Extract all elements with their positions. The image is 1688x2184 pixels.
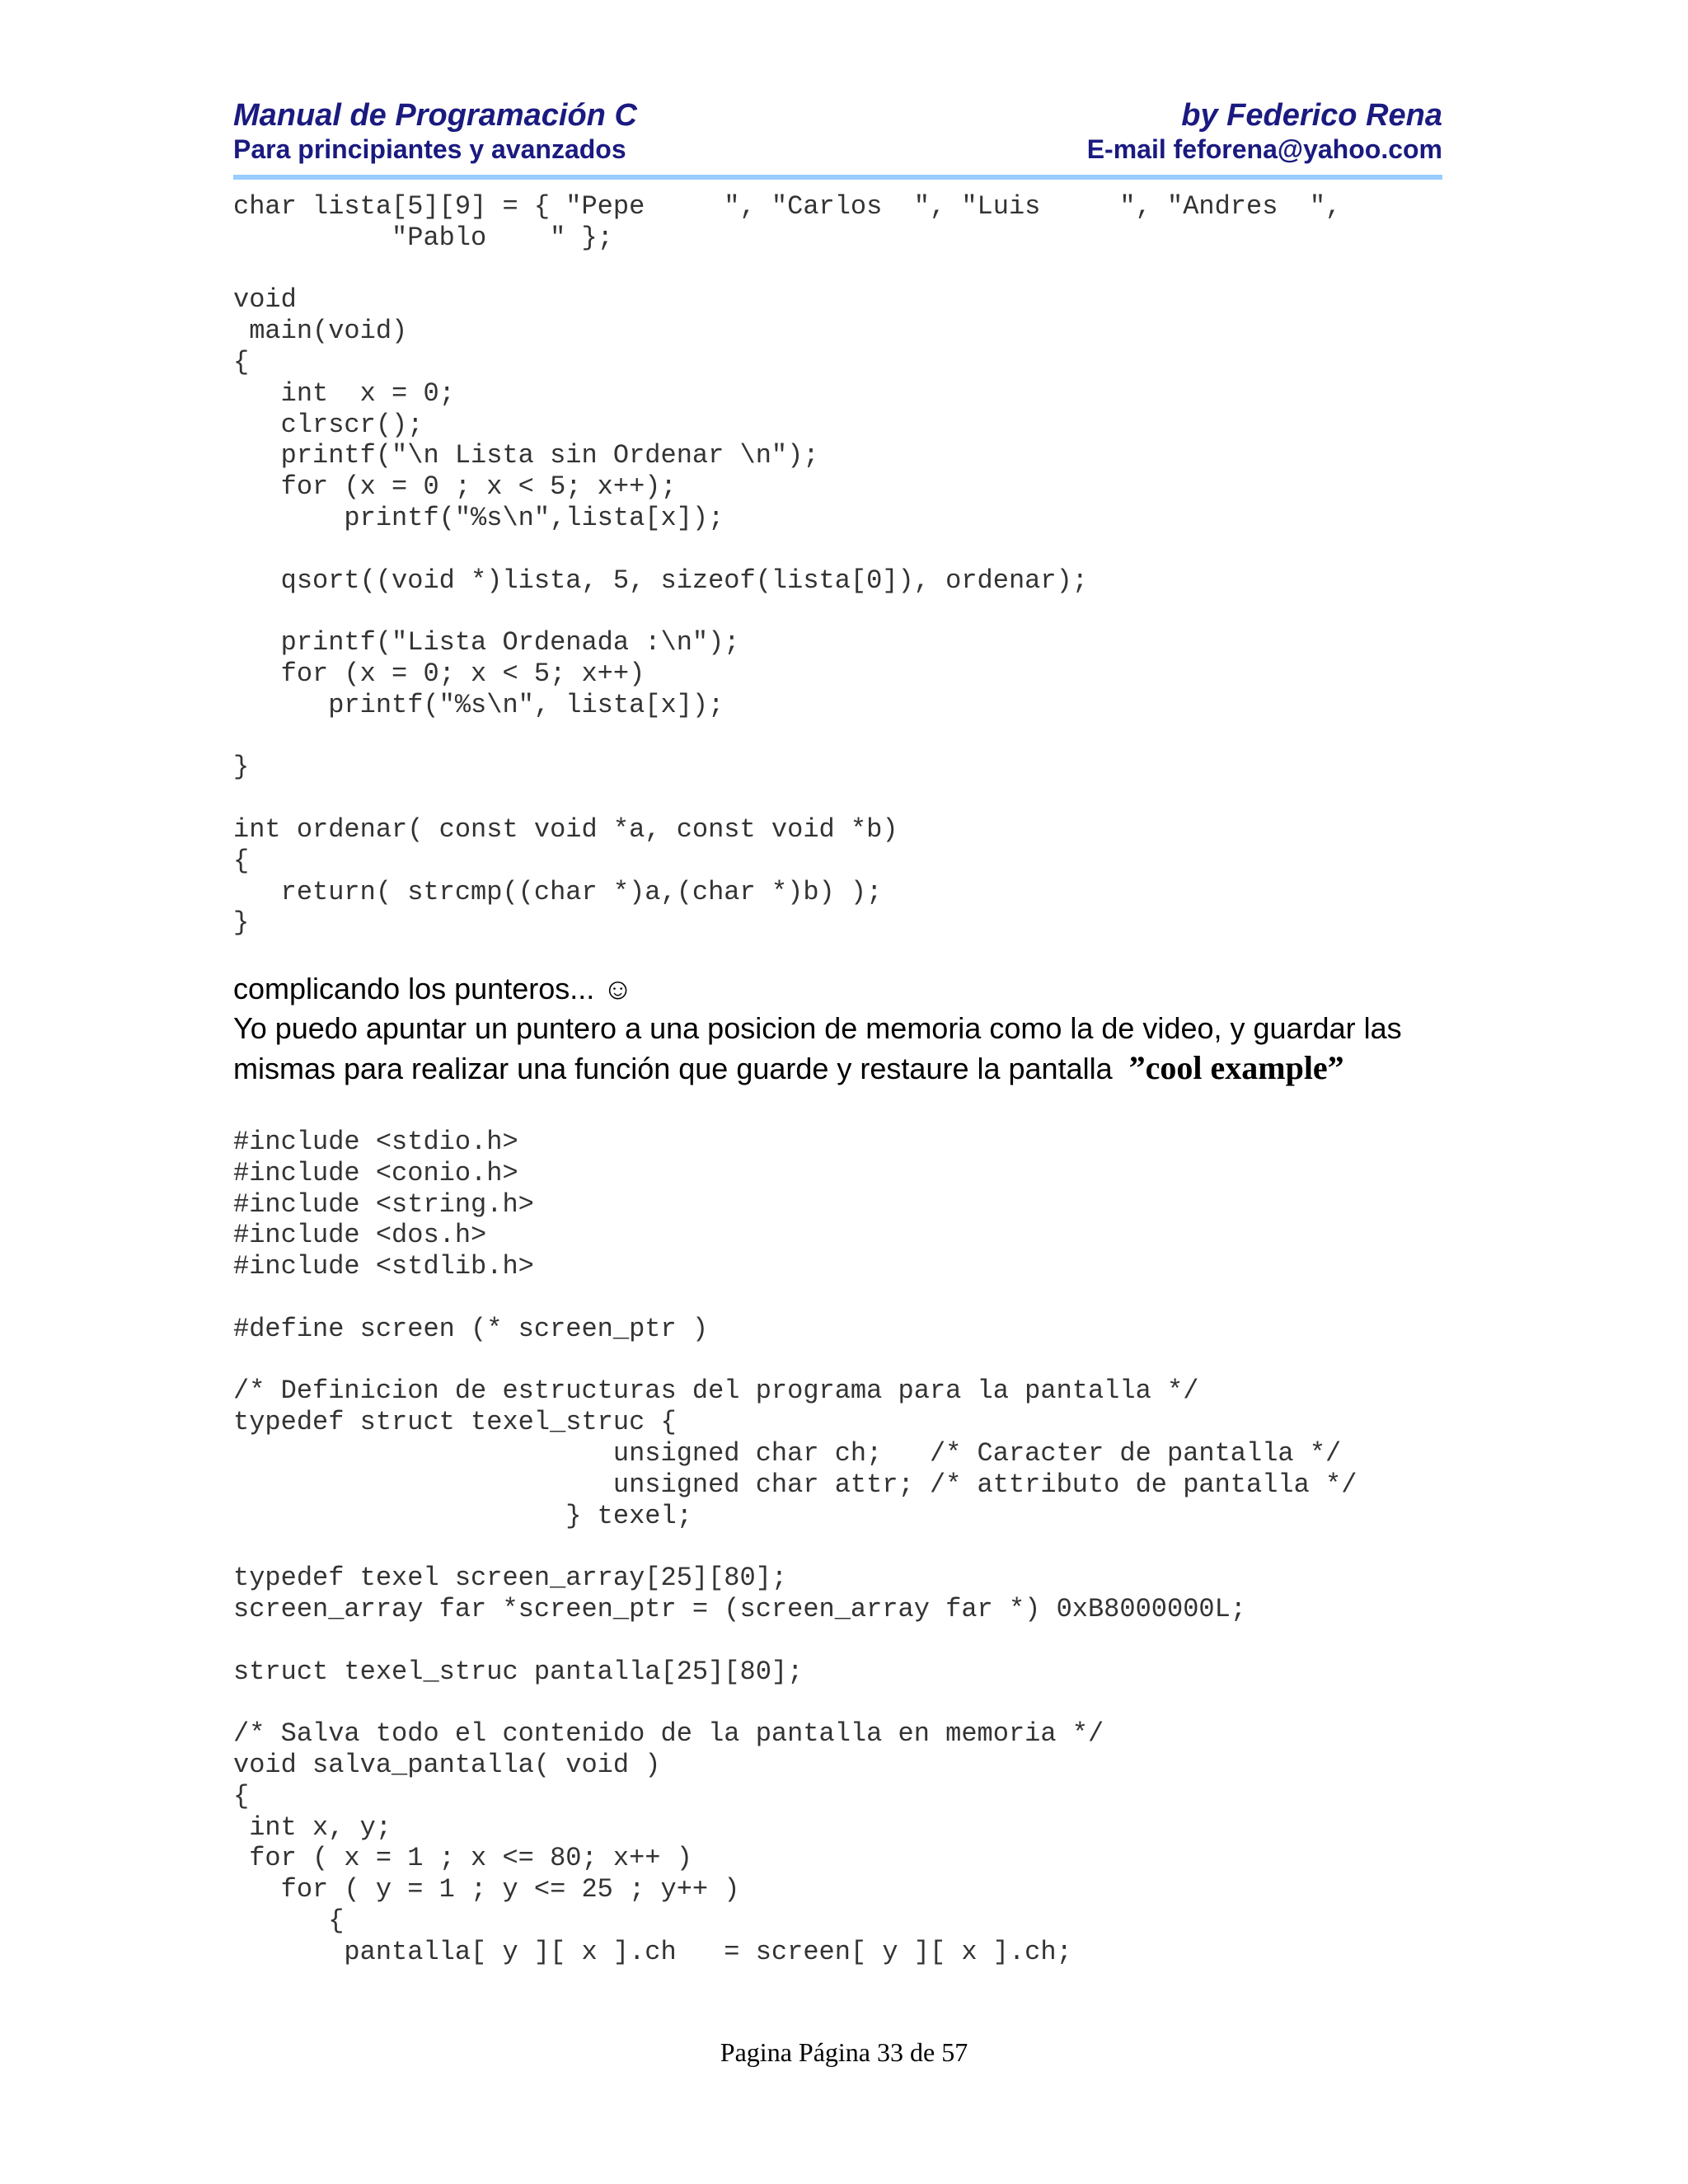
manual-subtitle: Para principiantes y avanzados <box>233 134 626 164</box>
author-name: by Federico Rena <box>1181 98 1442 133</box>
page-header <box>233 97 1442 164</box>
manual-title: Manual de Programación C <box>233 98 637 133</box>
page-footer: Pagina Página 33 de 57 <box>720 2037 968 2067</box>
author-email: E-mail feforena@yahoo.com <box>1086 134 1442 164</box>
prose-line-2: Yo puedo apuntar un puntero a una posicion de memoria como la de video, y guardar las <box>233 1011 1402 1045</box>
prose-line-1: complicando los punteros... ☺ <box>233 972 633 1005</box>
header-divider <box>233 175 1442 180</box>
prose-paragraph <box>233 969 1470 1089</box>
header-row <box>233 97 1442 134</box>
prose-line-3 <box>233 1048 1470 1089</box>
code-block-qsort: char lista[5][9] = { "Pepe ", "Carlos ", "Luis ", "Andres ", "Pablo " }; void main(void) { int x = 0; clrscr(); printf("\n Lista sin Ordenar \n"); for (x = 0 ; x < 5; x++); printf("%s\n",lista[x]); qsort((void *)lista, 5, sizeof(lista[0]), ordenar); printf("Lista Ordenada :\n"); for (x = 0; x < 5; x++) printf("%s\n", lista[x]); } int ordenar( const void *a, const void *b) { return( strcmp((char *)a,(char *)b) ); } <box>233 191 1342 939</box>
code-block-screen-save: #include <stdio.h> #include <conio.h> #include <string.h> #include <dos.h> #include <stdlib.h> #define screen (* screen_ptr ) /* Definicion de estructuras del programa para la pantalla */ typedef struct texel_struc { unsigned char ch; /* Caracter de pantalla */ unsigned char attr; /* attributo de pantalla */ } texel; typedef texel screen_array[25][80]; screen_array far *screen_ptr = (screen_array far *) 0xB8000000L; struct texel_struc pantalla[25][80]; /* Salva todo el contenido de la pantalla en memoria */ void salva_pantalla( void ) { int x, y; for ( x = 1 ; x <= 80; x++ ) for ( y = 1 ; y <= 25 ; y++ ) { pantalla[ y ][ x ].ch = screen[ y ][ x ].ch; <box>233 1127 1357 1967</box>
prose-line-3-text: mismas para realizar una función que guarde y restaure la pantalla <box>233 1052 1113 1085</box>
cool-example-label: ”cool example” <box>1128 1049 1344 1086</box>
